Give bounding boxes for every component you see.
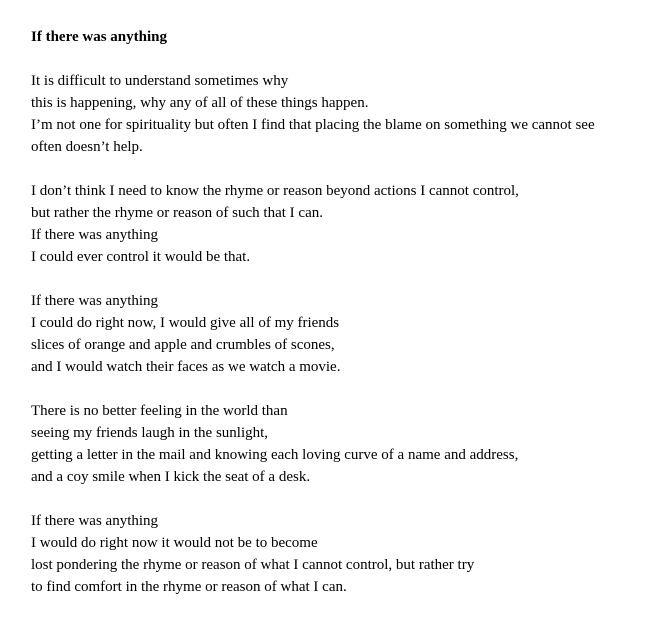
stanza-1 bbox=[31, 70, 595, 158]
poem-line: slices of orange and apple and crumbles of scones, bbox=[31, 337, 335, 353]
poem-line: to find comfort in the rhyme or reason of what I can. bbox=[31, 579, 347, 595]
poem-line: I could ever control it would be that. bbox=[31, 249, 251, 265]
poem-title: If there was anything bbox=[31, 29, 167, 45]
stanza-4 bbox=[31, 400, 518, 488]
poem-line: I don’t think I need to know the rhyme or reason beyond actions I cannot control, bbox=[31, 183, 519, 199]
poem-line: I would do right now it would not be to become bbox=[31, 535, 318, 551]
stanza-5 bbox=[31, 510, 474, 598]
poem-line: If there was anything bbox=[31, 227, 159, 243]
poem-line: If there was anything bbox=[31, 513, 159, 529]
poem-line: There is no better feeling in the world than bbox=[31, 403, 288, 419]
poem-line: I could do right now, I would give all of my friends bbox=[31, 315, 340, 331]
poem-line: If there was anything bbox=[31, 293, 159, 309]
stanza-2 bbox=[31, 180, 519, 268]
poem-line: I’m not one for spirituality but often I find that placing the blame on something we cannot see bbox=[31, 117, 595, 133]
poem-line: getting a letter in the mail and knowing each loving curve of a name and address, bbox=[31, 447, 519, 463]
poem-line: seeing my friends laugh in the sunlight, bbox=[31, 425, 269, 441]
poem-line: but rather the rhyme or reason of such that I can. bbox=[31, 205, 323, 221]
poem-line: lost pondering the rhyme or reason of what I cannot control, but rather try bbox=[31, 557, 475, 573]
poem-line: often doesn’t help. bbox=[31, 139, 143, 155]
poem-line: and I would watch their faces as we watch a movie. bbox=[31, 359, 341, 375]
poem-line: and a coy smile when I kick the seat of a desk. bbox=[31, 469, 311, 485]
stanza-3 bbox=[31, 290, 340, 378]
poem-line: It is difficult to understand sometimes why bbox=[31, 73, 289, 89]
poem-line: this is happening, why any of all of these things happen. bbox=[31, 95, 369, 111]
